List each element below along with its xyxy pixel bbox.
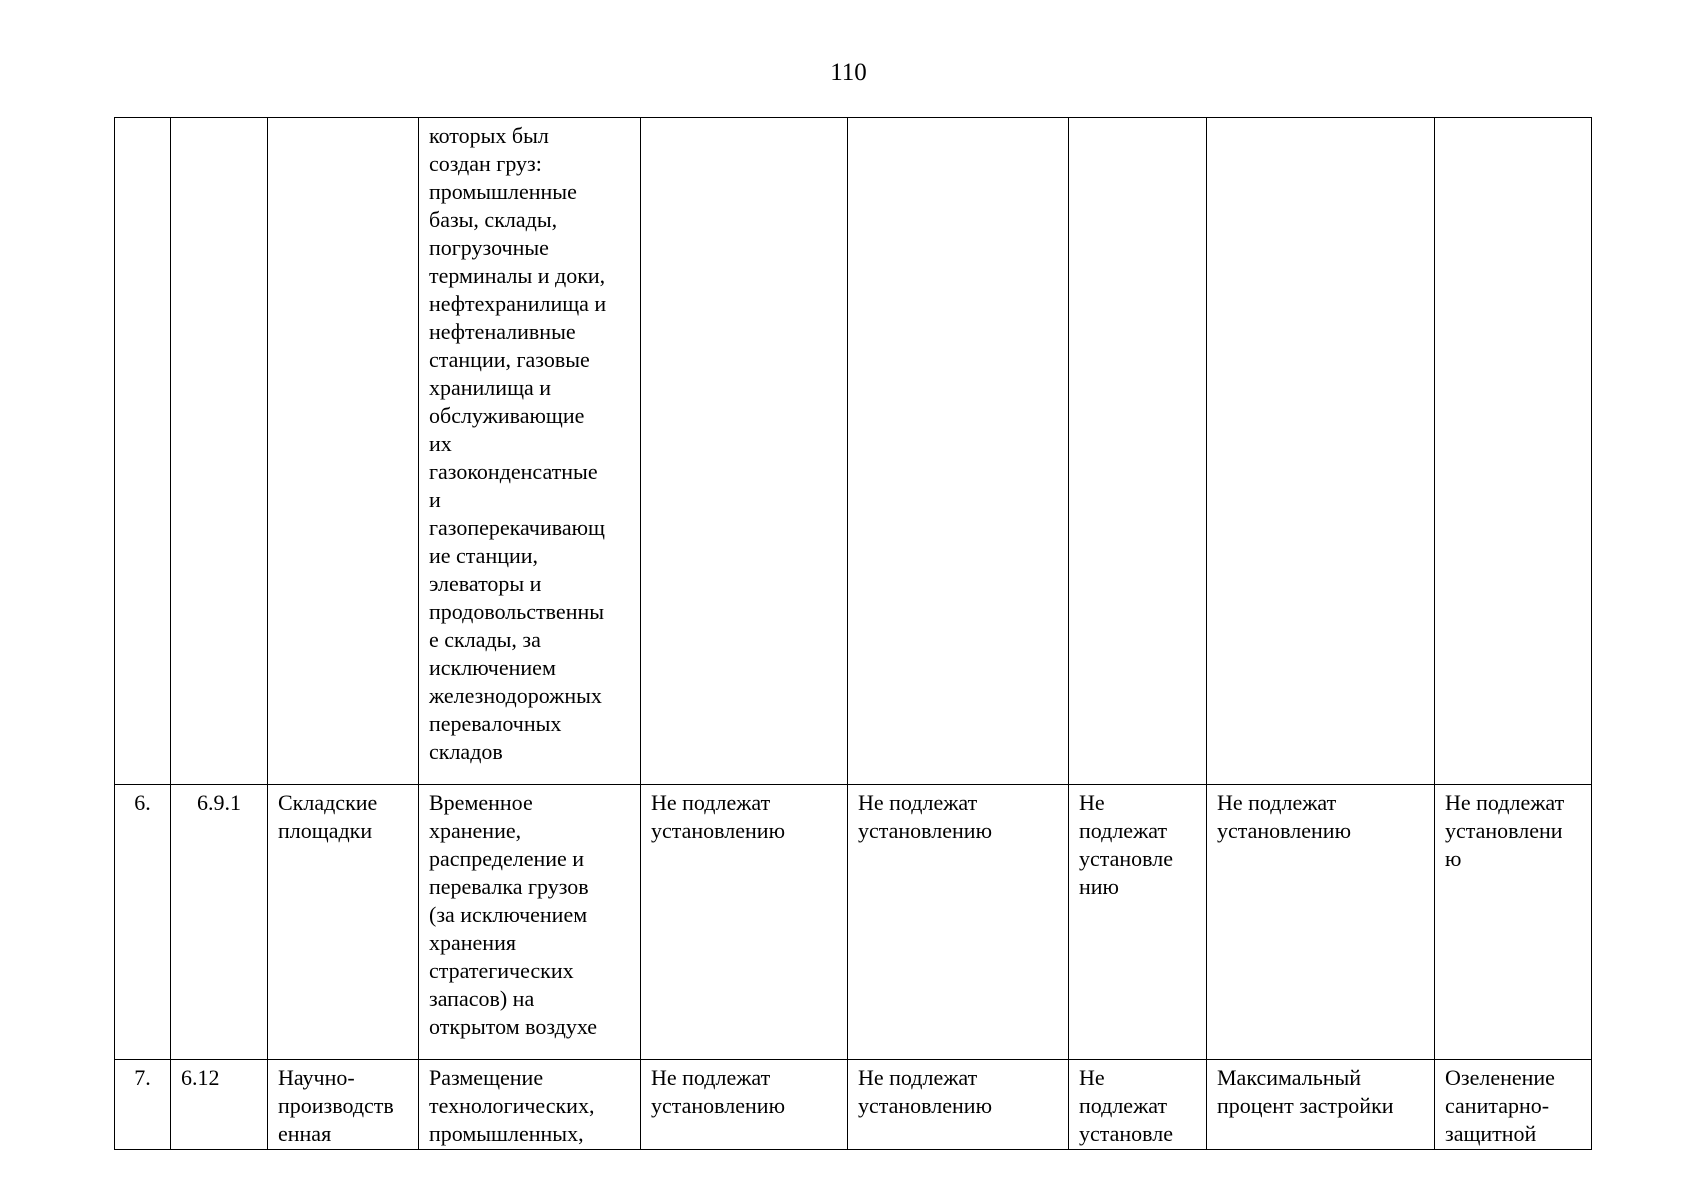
- table-row: [115, 1060, 1592, 1150]
- param-cell: Не подлежат установлению: [641, 785, 848, 1060]
- param-cell: Не подлежат установлени ю: [1435, 785, 1592, 1060]
- description-cell: Временное хранение, распределение и перевалка грузов (за исключением хранения стратегических запасов) на открытом воздухе: [419, 785, 641, 1060]
- param-cell: Не подлежат установле нию: [1069, 785, 1207, 1060]
- regulations-table: [114, 117, 1592, 1150]
- table-row: [115, 118, 1592, 785]
- param-cell: [1435, 118, 1592, 785]
- code-cell: 6.9.1: [171, 785, 268, 1060]
- name-cell: [268, 118, 419, 785]
- param-cell: [848, 118, 1069, 785]
- row-number-cell: 6.: [115, 785, 171, 1060]
- description-cell: [419, 118, 641, 785]
- row-number-cell: [115, 118, 171, 785]
- param-cell: Не подлежат установлению: [1207, 785, 1435, 1060]
- name-cell: Научно- производств енная: [268, 1060, 419, 1150]
- param-cell: Не подлежат установле: [1069, 1060, 1207, 1150]
- param-cell: [1207, 118, 1435, 785]
- param-cell: [1069, 118, 1207, 785]
- param-cell: Не подлежат установлению: [848, 1060, 1069, 1150]
- param-cell: Озеленение санитарно- защитной: [1435, 1060, 1592, 1150]
- row-number-cell: 7.: [115, 1060, 171, 1150]
- param-cell: Не подлежат установлению: [848, 785, 1069, 1060]
- code-cell: [171, 118, 268, 785]
- name-cell: Складские площадки: [268, 785, 419, 1060]
- param-cell: Максимальный процент застройки: [1207, 1060, 1435, 1150]
- page-number: 110: [830, 59, 867, 86]
- param-cell: [641, 118, 848, 785]
- param-cell: Не подлежат установлению: [641, 1060, 848, 1150]
- code-cell: 6.12: [171, 1060, 268, 1150]
- description-text: которых был создан груз: промышленные базы, склады, погрузочные терминалы и доки, нефтехранилища и нефтеналивные станции, газовые хранилища и обслуживающие их газоконденсатные и газоперекачивающ ие станции, элеваторы и продовольственны е склады, за исключением железнодорожных перевалочных складов: [429, 123, 607, 764]
- table-row: [115, 785, 1592, 1060]
- description-cell: Размещение технологических, промышленных,: [419, 1060, 641, 1150]
